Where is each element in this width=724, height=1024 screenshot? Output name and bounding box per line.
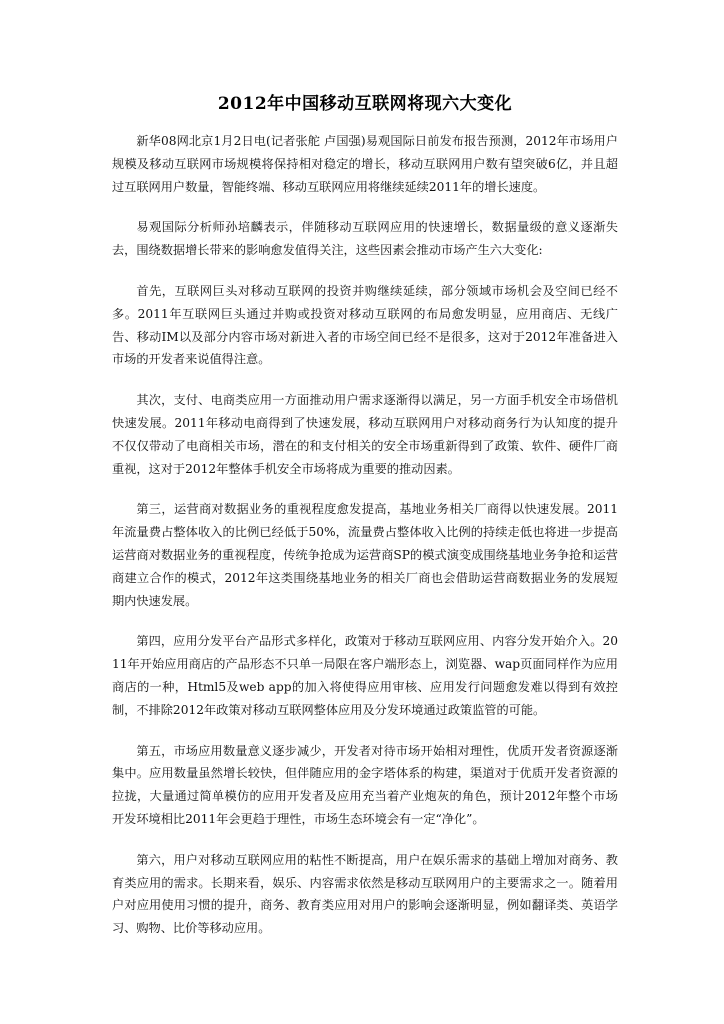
paragraph-analyst-statement: 易观国际分析师孙培麟表示，伴随移动互联网应用的快速增长，数据量级的意义逐渐失去，围绕数据增长带来的影响愈发值得关注，这些因素会推动市场产生六大变化: <box>112 220 618 258</box>
paragraph-change-5: 第五，市场应用数量意义逐步减少，开发者对待市场开始相对理性，优质开发者资源逐渐集中。应用数量虽然增长较快，但伴随应用的金字塔体系的构建，渠道对于优质开发者资源的拉拢，大量通过简单模仿的应用开发者及应用充当着产业炮灰的角色，预计2012年整个市场开发环境相比2011年会更趋于理性，市场生态环境会有一定“净化”。 <box>112 743 618 826</box>
paragraph-change-3: 第三，运营商对数据业务的重视程度愈发提高，基地业务相关厂商得以快速发展。2011年流量费占整体收入的比例已经低于50%，流量费占整体收入比例的持续走低也将进一步提高运营商对数据业务的重视程度，传统争抢成为运营商SP的模式演变成围绕基地业务争抢和运营商建立合作的模式，2012年这类围绕基地业务的相关厂商也会借助运营商数据业务的发展短期内快速发展。 <box>112 502 618 608</box>
paragraph-change-4: 第四，应用分发平台产品形式多样化，政策对于移动互联网应用、内容分发开始介入。2011年开始应用商店的产品形态不只单一局限在客户端形态上，浏览器、wap页面同样作为应用商店的一种，Html5及web app的加入将使得应用审核、应用发行问题愈发难以得到有效控制，不排除2012年政策对移动互联网整体应用及分发环境通过政策监管的可能。 <box>112 634 618 717</box>
paragraph-change-2: 其次，支付、电商类应用一方面推动用户需求逐渐得以满足，另一方面手机安全市场借机快速发展。2011年移动电商得到了快速发展，移动互联网用户对移动商务行为认知度的提升不仅仅带动了电商相关市场，潜在的和支付相关的安全市场重新得到了政策、软件、硬件厂商重视，这对于2012年整体手机安全市场将成为重要的推动因素。 <box>112 393 618 476</box>
article-title: 2012年中国移动互联网将现六大变化 <box>217 94 513 114</box>
paragraph-change-6: 第六，用户对移动互联网应用的粘性不断提高，用户在娱乐需求的基础上增加对商务、教育类应用的需求。长期来看，娱乐、内容需求依然是移动互联网用户的主要需求之一。随着用户对应用使用习惯的提升，商务、教育类应用对用户的影响会逐渐明显，例如翻译类、英语学习、购物、比价等移动应用。 <box>112 852 618 936</box>
article <box>112 92 618 958</box>
paragraph-change-1: 首先，互联网巨头对移动互联网的投资并购继续延续，部分领域市场机会及空间已经不多。2011年互联网巨头通过并购或投资对移动互联网的布局愈发明显，应用商店、无线广告、移动IM以及部分内容市场对新进入者的市场空间已经不是很多，这对于2012年准备进入市场的开发者来说值得注意。 <box>112 283 618 367</box>
paragraph-lead: 新华08网北京1月2日电(记者张舵 卢国强)易观国际日前发布报告预测，2012年市场用户规模及移动互联网市场规模将保持相对稳定的增长，移动互联网用户数有望突破6亿，并且超过互联网用户数量，智能终端、移动互联网应用将继续延续2011年的增长速度。 <box>112 134 618 194</box>
